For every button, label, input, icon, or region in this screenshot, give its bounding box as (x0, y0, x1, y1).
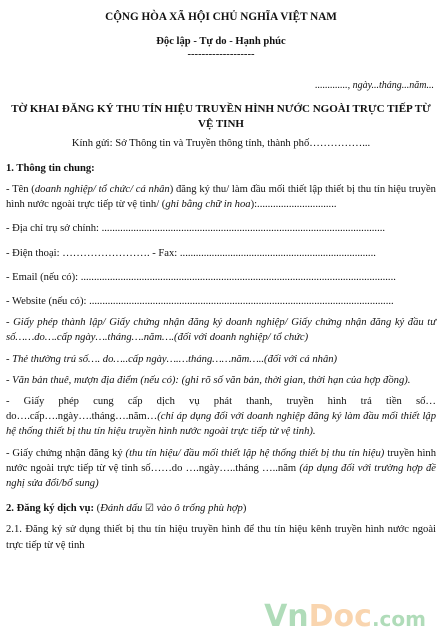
section-2-note-close: ) (242, 503, 247, 515)
field-cert-prefix: - Giấy chứng nhận đăng ký (6, 447, 126, 459)
field-residence-card: - Thẻ thường trú số…. do…..cấp ngày….…tháng……năm…..(đối với cá nhân) (6, 353, 338, 365)
field-service-license (6, 394, 436, 440)
date-line: ............., ngày...tháng...năm... (315, 80, 434, 92)
checkbox-icon: ☑ (144, 503, 154, 515)
field-cert-italic-2: (áp dụng đối với trường hợp đề nghị sửa đổi/bổ sung) (6, 462, 436, 490)
field-email: - Email (nếu có): ....................................................................................................................... (6, 271, 396, 283)
section-2-title: 2. Đăng ký dịch vụ: (6, 503, 95, 515)
nation-heading: CỘNG HÒA XÃ HỘI CHỦ NGHĨA VIỆT NAM (105, 11, 337, 23)
section-2-note-open: ( (94, 503, 101, 515)
field-license: - Giấy phép thành lập/ Giấy chứng nhận đăng ký doanh nghiệp/ Giấy chứng nhận đăng ký đầu tư số……do….cấp ngày….tháng….năm….(đối với doanh nghiệp/ tổ chức) (6, 317, 436, 344)
field-name (6, 182, 436, 212)
watermark-part-3: .com (371, 607, 426, 631)
section-2-heading (6, 501, 436, 516)
field-cert-italic: (thu tín hiệu/ đầu mối thiết lập hệ thống thiết bị thu tín hiệu) (125, 447, 385, 459)
field-service-italic: (chỉ áp dụng đối với doanh nghiệp đăng ký làm đầu mối thiết lập hệ thống thiết bị thu tín hiệu truyền hình nước ngoài trực tiếp từ vệ tinh). (6, 411, 436, 438)
field-cert-mid: truyền hình nước ngoài trực tiếp từ vệ tinh số……do ….ngày…..tháng …..năm (6, 447, 436, 474)
field-website: - Website (nếu có): ................................................................................................................... (6, 296, 394, 308)
document-title: TỜ KHAI ĐĂNG KÝ THU TÍN HIỆU TRUYỀN HÌNH NƯỚC NGOÀI TRỰC TIẾP TỪ VỆ TINH (11, 102, 431, 130)
field-name-mid: ) đăng ký thu/ làm đầu mối thiết lập thiết bị thu tín hiệu truyền hình nước ngoài trực tiếp từ vệ tinh/ ( (6, 184, 436, 211)
heading-separator: ------------------- (187, 49, 255, 61)
section-1-heading: 1. Thông tin chung: (6, 162, 95, 174)
field-name-prefix: - Tên ( (6, 184, 35, 196)
field-lease (6, 373, 436, 388)
section-2-note-italic-2: vào ô trống phù hợp (153, 503, 243, 515)
field-lease-prefix: - Văn bản thuê, mượn địa điểm (nếu có): (6, 374, 182, 386)
field-certificate (6, 446, 436, 492)
watermark-part-2: Doc (308, 599, 372, 634)
vndoc-watermark-logo (264, 599, 426, 634)
section-2-note-italic: Đánh dấu (100, 503, 143, 515)
field-name-italic-2: ghi bằng chữ in hoa (165, 199, 251, 211)
motto-heading: Độc lập - Tự do - Hạnh phúc (156, 36, 286, 48)
field-name-suffix: ):.............................. (250, 199, 337, 211)
field-lease-italic: (ghi rõ số văn bản, thời gian, thời hạn của hợp đồng). (181, 374, 411, 386)
field-address: - Địa chỉ trụ sở chính: ........................................................................................................... (6, 223, 386, 235)
item-2-1: 2.1. Đăng ký sử dụng thiết bị thu tín hiệu truyền hình để thu tín hiệu kênh truyền hình nước ngoài trực tiếp từ vệ tinh (6, 524, 436, 551)
watermark-part-1: Vn (264, 599, 309, 634)
field-name-italic: doanh nghiệp/ tổ chức/ cá nhân (34, 184, 170, 196)
recipient-line: Kính gửi: Sở Thông tin và Truyền thông tỉnh, thành phố……………... (71, 137, 371, 149)
field-service-prefix: - Giấy phép cung cấp dịch vụ phát thanh, truyền hình trả tiền số…do….cấp….ngày….tháng….năm… (6, 396, 436, 423)
field-phone-fax: - Điện thoại: ……………………. - Fax: .......................................................................... (6, 247, 376, 259)
